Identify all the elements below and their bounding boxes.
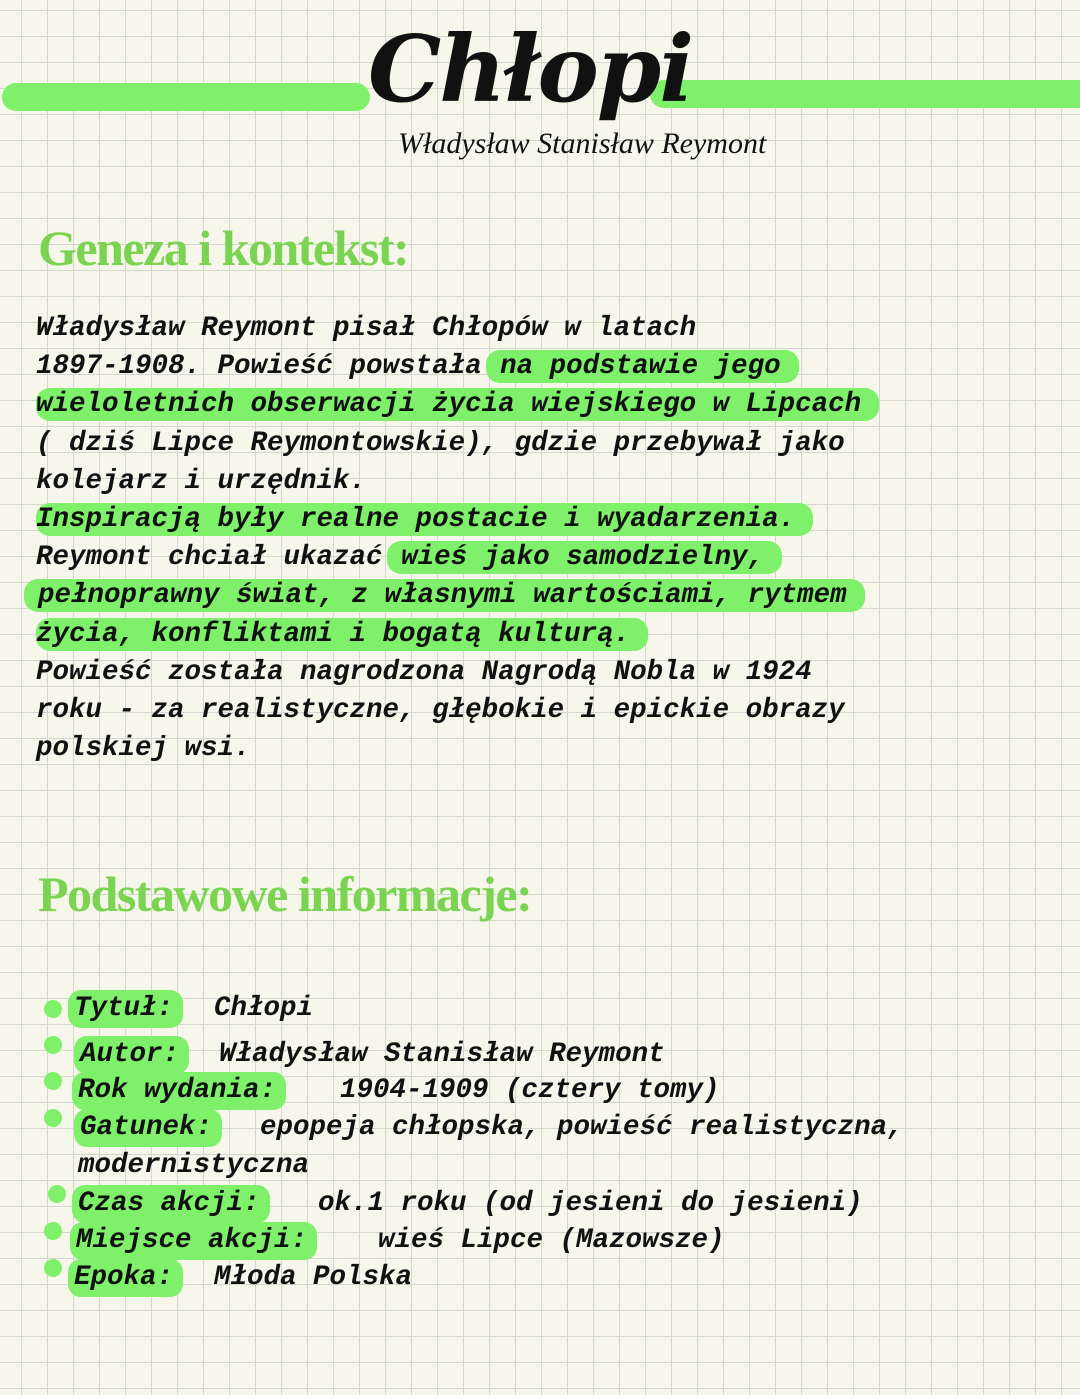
info-value: epopeja chłopska, powieść realistyczna, [260,1112,904,1143]
decor-bar-right [650,80,1080,108]
section-heading-geneza: Geneza i kontekst: [38,220,409,276]
info-value: Władysław Stanisław Reymont [219,1039,665,1070]
text-span: 1897-1908. Powieść powstała [36,351,482,383]
info-label: Czas akcji: [72,1185,270,1223]
text-line [36,654,1066,692]
info-value: Chłopi [214,993,314,1024]
info-value: 1904-1909 (cztery tomy) [340,1075,720,1106]
bullet-dot-icon [44,1222,62,1240]
text-line [36,730,1066,768]
info-label: Autor: [74,1036,189,1074]
text-span: Reymont chciał ukazać [36,542,383,574]
text-line [36,616,1066,654]
info-label: Rok wydania: [72,1072,286,1110]
section-heading-podstawowe: Podstawowe informacje: [38,866,532,922]
highlighted-text: na podstawie jego [486,350,799,383]
text-span: Władysław Reymont pisał Chłopów w latach [36,313,697,344]
highlighted-text: wieloletnich obserwacji życia wiejskiego w Lipcach [36,388,879,421]
highlighted-text: pełnoprawny świat, z własnymi wartościami, rytmem [24,579,865,612]
info-value: ok.1 roku (od jesieni do jesieni) [318,1188,863,1219]
author-subtitle: Władysław Stanisław Reymont [398,127,767,160]
bullet-dot-icon [44,1072,62,1090]
text-span: roku - za realistyczne, głębokie i epickie obrazy [36,694,845,726]
bullet-dot-icon [44,1000,62,1018]
info-label: Tytuł: [68,990,183,1028]
info-value: Młoda Polska [214,1262,413,1293]
highlighted-text: wieś jako samodzielny, [387,541,782,574]
text-line [36,577,1066,615]
decor-bar-left [2,83,370,111]
bullet-dot-icon [44,1036,62,1054]
text-span: Powieść została nagrodzona Nagrodą Nobla w 1924 [36,656,812,688]
info-value: wieś Lipce (Mazowsze) [378,1225,725,1256]
text-line [36,310,1066,348]
info-value-continuation: modernistyczna [78,1150,310,1181]
text-line [36,425,1066,463]
text-line [36,348,1066,386]
text-line [36,386,1066,424]
text-line [36,501,1066,539]
info-label: Miejsce akcji: [70,1222,317,1260]
bullet-dot-icon [44,1109,62,1127]
highlighted-text: Inspiracją były realne postacie i wyadarzenia. [36,503,813,536]
info-label: Epoka: [68,1259,183,1297]
bullet-dot-icon [44,1259,62,1277]
text-line [36,463,1066,501]
highlighted-text: życia, konfliktami i bogatą kulturą. [36,618,648,651]
text-line [36,692,1066,730]
text-line [36,539,1066,577]
geneza-paragraph [36,310,1066,768]
text-span: polskiej wsi. [36,733,251,765]
page-title: Chłopi [368,15,693,123]
info-label: Gatunek: [74,1109,222,1147]
bullet-dot-icon [48,1185,66,1203]
text-span: ( dziś Lipce Reymontowskie), gdzie przebywał jako [36,427,845,459]
text-span: kolejarz i urzędnik. [36,465,367,497]
